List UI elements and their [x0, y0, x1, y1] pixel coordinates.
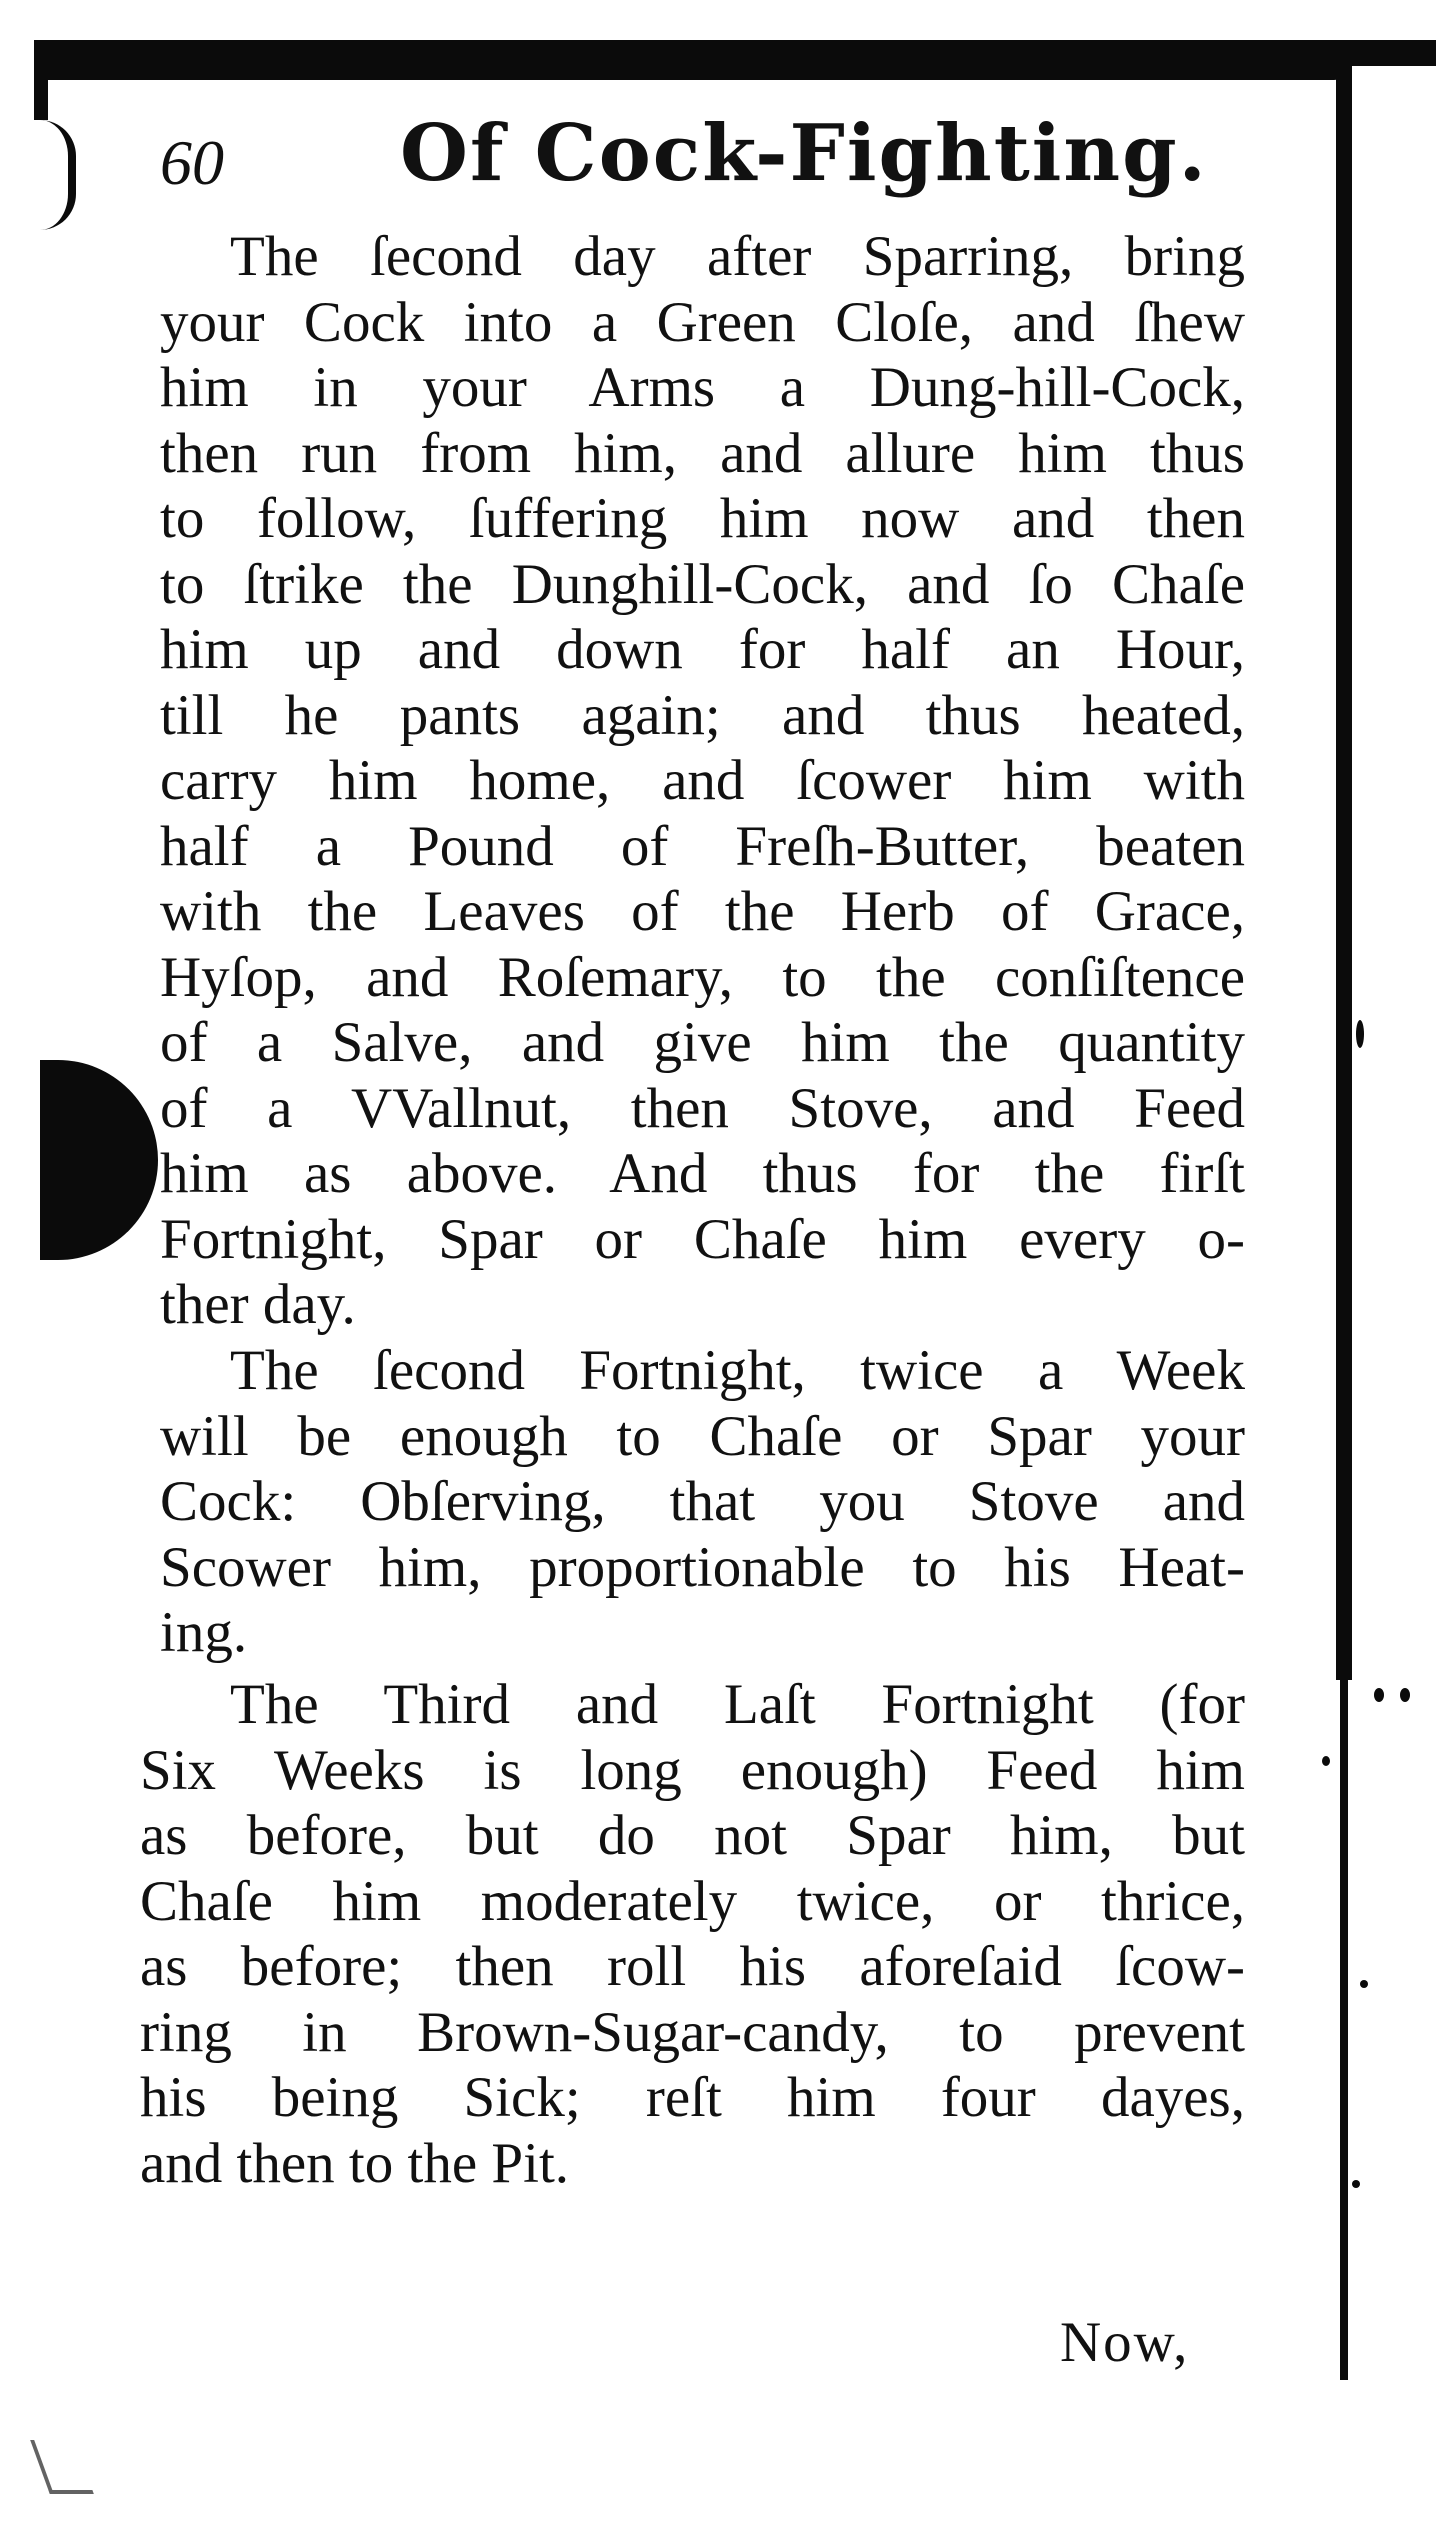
text-line: Six Weeks is long enough) Feed him [140, 1738, 1245, 1802]
text-line: then run from him, and allure him thus [160, 421, 1245, 485]
text-line: and then to the Pit. [140, 2131, 570, 2195]
text-line: The Third and Laſt Fortnight (for [230, 1673, 1245, 1736]
margin-speck [1356, 1020, 1364, 1048]
left-margin-mark [40, 120, 76, 230]
page-top-border [36, 40, 1436, 66]
text-line: as before; then roll his aforeſaid ſcow- [140, 1935, 1245, 1998]
text-line: Scower him, proportionable to his Heat- [160, 1535, 1245, 1599]
text-line: his being Sick; reſt him four dayes, [140, 2066, 1245, 2129]
text-line: of a Salve, and give him the quantity [160, 1011, 1245, 1074]
text-line: half a Pound of Freſh-Butter, beaten [160, 814, 1245, 878]
text-line: will be enough to Chaſe or Spar your [160, 1404, 1245, 1468]
margin-speck [1360, 1980, 1368, 1988]
catchword: Now, [1060, 2311, 1190, 2374]
text-line: with the Leaves of the Herb of Grace, [160, 880, 1245, 943]
left-border-tick [34, 40, 48, 120]
margin-speck [1400, 1688, 1410, 1702]
page-header [160, 108, 1260, 218]
text-line: ing. [160, 1601, 248, 1664]
text-line: him in your Arms a Dung-hill-Cock, [160, 356, 1245, 419]
text-line: Chaſe him moderately twice, or thrice, [140, 1869, 1245, 1933]
text-line: Fortnight, Spar or Chaſe him every o- [160, 1207, 1245, 1271]
text-line: your Cock into a Green Cloſe, and ſhew [160, 290, 1245, 354]
text-line: to ſtrike the Dunghill-Cock, and ſo Chaſe [160, 552, 1245, 616]
text-line: Cock: Obſerving, that you Stove and [160, 1470, 1245, 1533]
text-line: The ſecond day after Sparring, bring [230, 225, 1245, 288]
text-line: Hyſop, and Roſemary, to the conſiſtence [160, 945, 1245, 1009]
text-line: The ſecond Fortnight, twice a Week [230, 1339, 1245, 1402]
page-right-border [1336, 40, 1352, 1680]
text-line: ring in Brown-Sugar-candy, to prevent [140, 2000, 1245, 2064]
margin-speck [1322, 1756, 1330, 1766]
paragraph-3 [140, 1672, 1245, 2196]
text-line: as before, but do not Spar him, but [140, 1804, 1245, 1867]
ink-blot [40, 1060, 158, 1260]
margin-speck [1374, 1688, 1384, 1702]
text-line: to follow, ſuffering him now and then [160, 487, 1245, 550]
text-line: of a VVallnut, then Stove, and Feed [160, 1076, 1245, 1140]
text-line: him up and down for half an Hour, [160, 618, 1245, 681]
running-title: Of Cock-Fighting. [400, 108, 1208, 199]
page-right-border-lower [1340, 1680, 1348, 2380]
text-line: carry him home, and ſcower him with [160, 749, 1245, 812]
page-top-border-edge [36, 66, 1346, 80]
page-number: 60 [160, 127, 224, 198]
paragraph-2 [160, 1338, 1245, 1666]
margin-speck [1352, 2180, 1360, 2188]
text-line: him as above. And thus for the firſt [160, 1142, 1245, 1205]
text-line: ther day. [160, 1273, 356, 1336]
corner-ink-mark [30, 2440, 94, 2494]
text-line: till he pants again; and thus heated, [160, 683, 1245, 747]
paragraph-1 [160, 224, 1245, 1338]
